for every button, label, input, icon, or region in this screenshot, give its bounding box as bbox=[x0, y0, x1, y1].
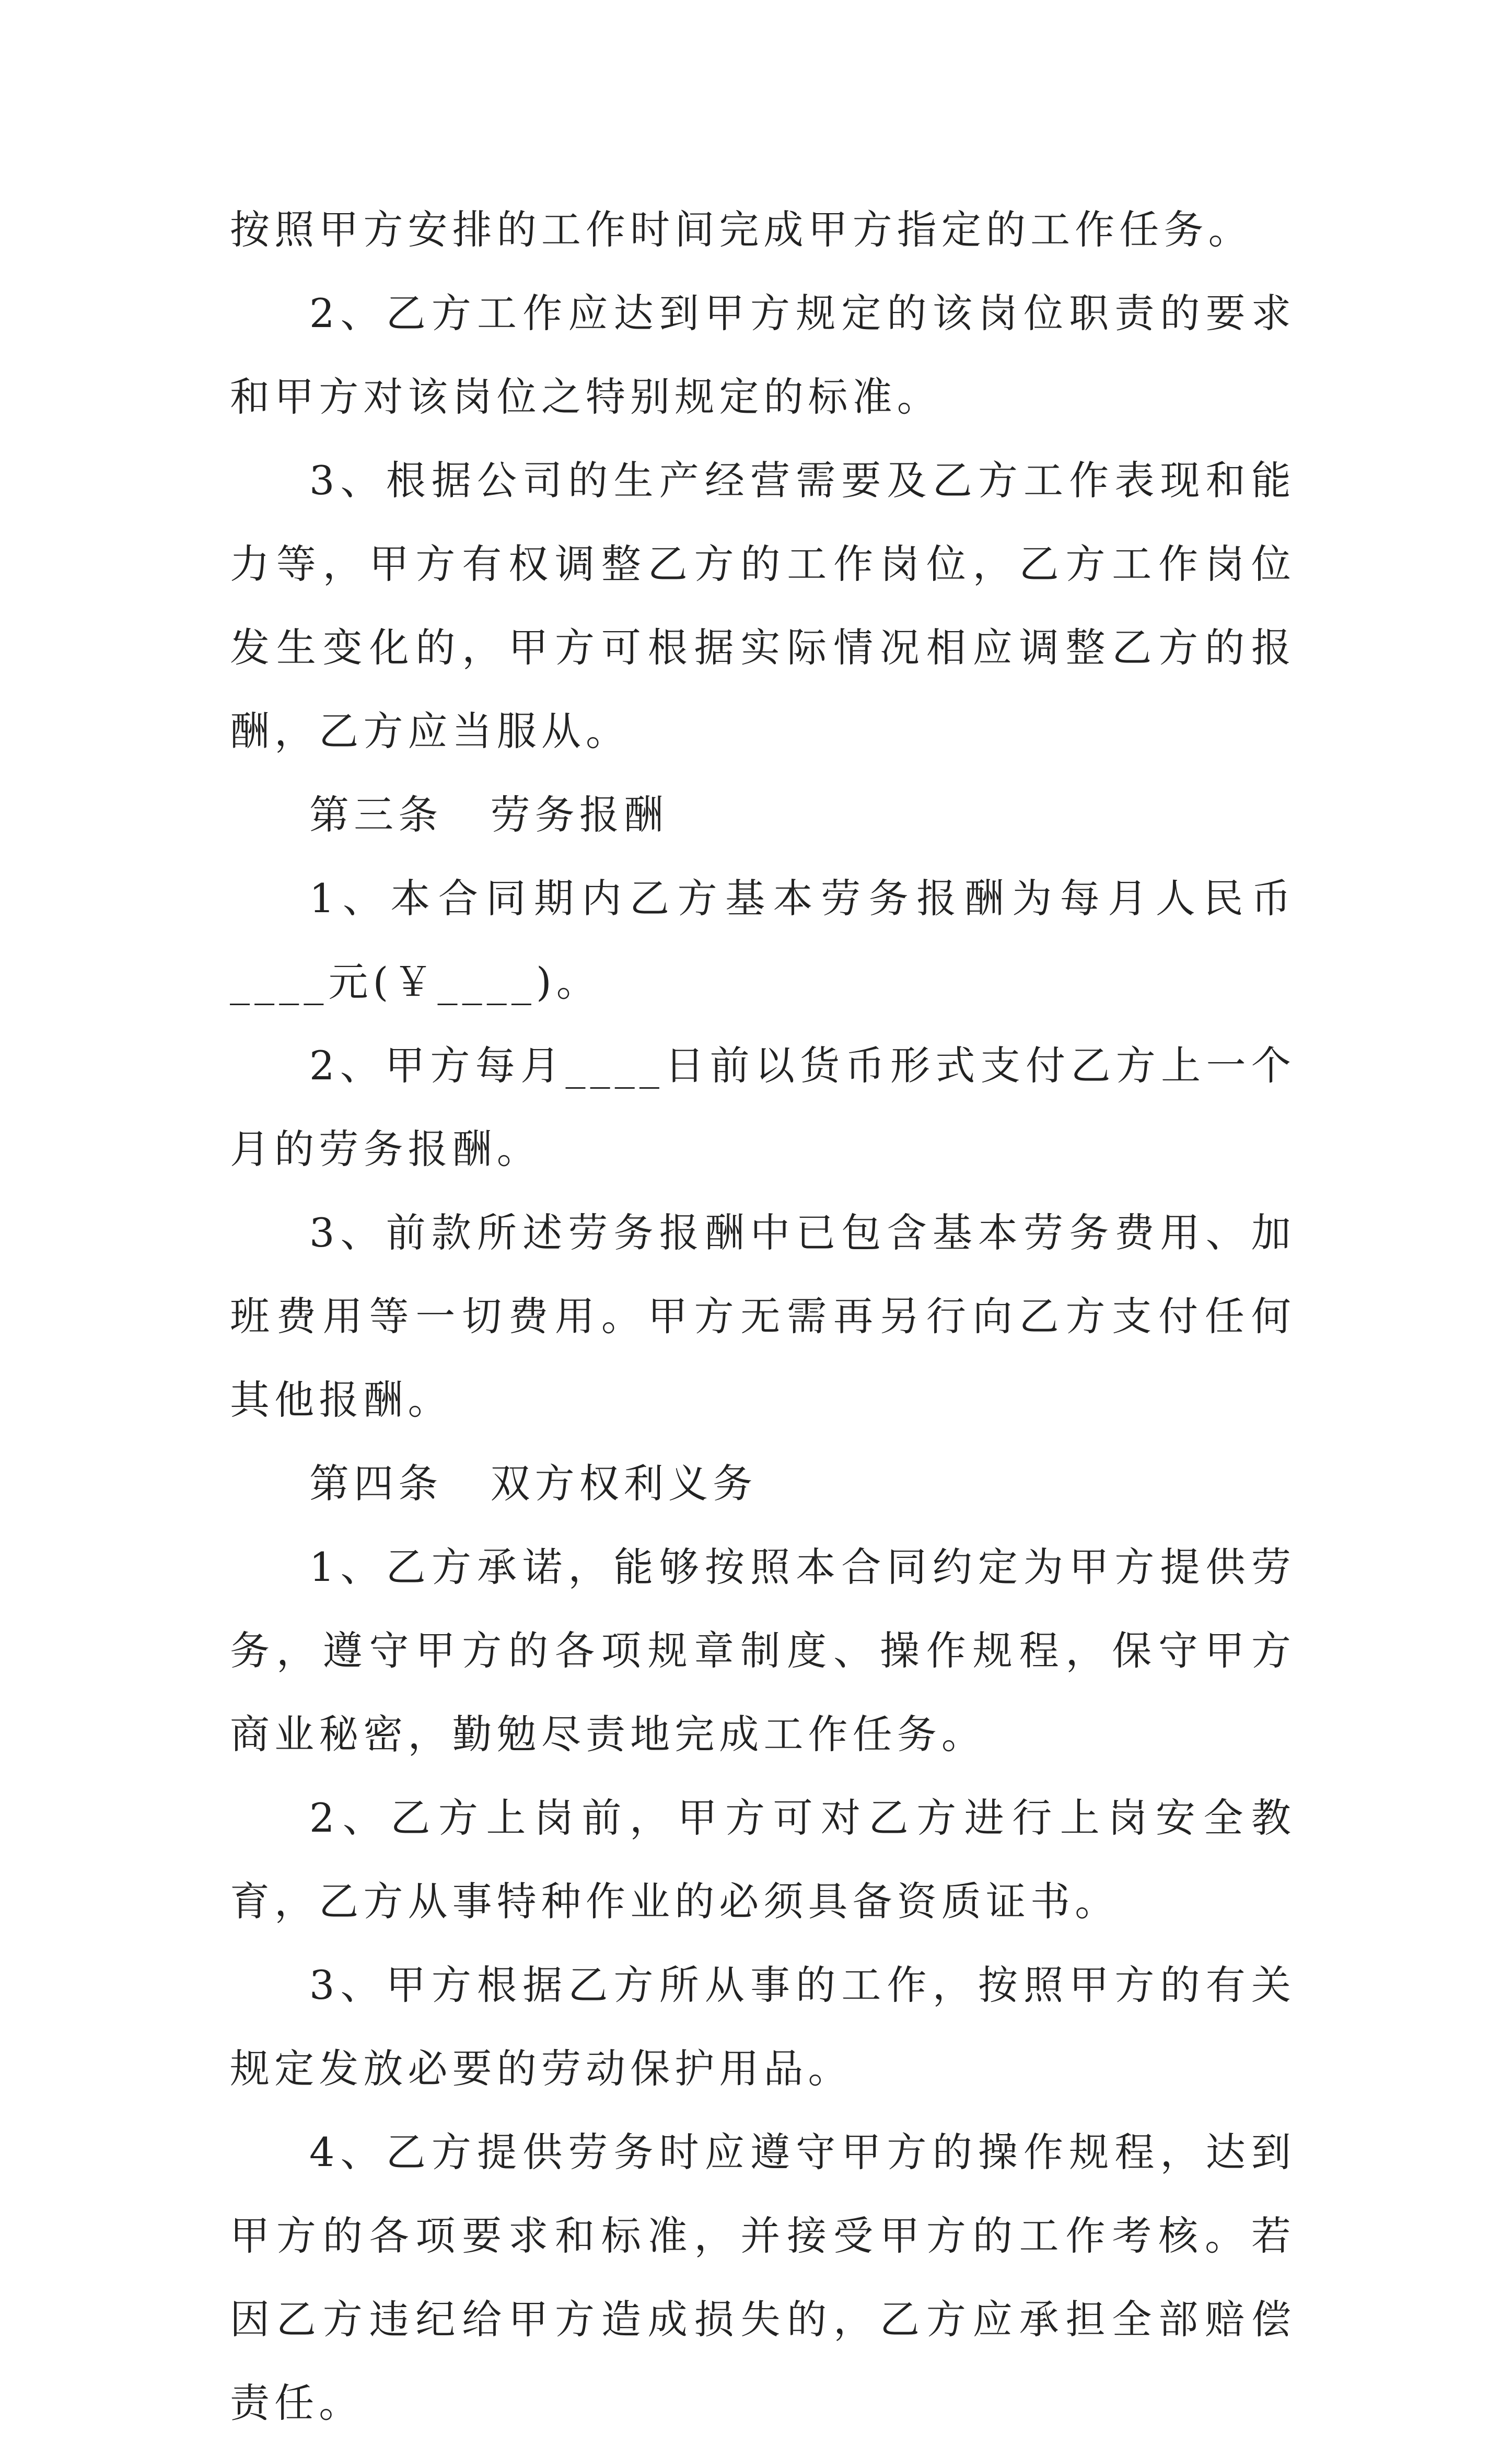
paragraph-article3-item1: 1、本合同期内乙方基本劳务报酬为每月人民币____元(￥____)。 bbox=[230, 875, 1296, 1005]
paragraph-continued: 按照甲方安排的工作时间完成甲方指定的工作任务。 bbox=[230, 206, 1253, 253]
contract-body bbox=[230, 188, 1296, 2445]
paragraph-article4-item1: 1、乙方承诺，能够按照本合同约定为甲方提供劳务，遵守甲方的各项规章制度、操作规程，保守甲方商业秘密，勤勉尽责地完成工作任务。 bbox=[230, 1544, 1296, 1757]
article4-title: 双方权利义务 bbox=[490, 1460, 758, 1507]
paragraph-article3-item2: 2、甲方每月____日前以货币形式支付乙方上一个月的劳务报酬。 bbox=[230, 1042, 1296, 1172]
paragraph-article4-item2: 2、乙方上岗前，甲方可对乙方进行上岗安全教育，乙方从事特种作业的必须具备资质证书。 bbox=[230, 1795, 1296, 1925]
paragraph-article2-item2: 2、乙方工作应达到甲方规定的该岗位职责的要求和甲方对该岗位之特别规定的标准。 bbox=[230, 290, 1296, 420]
paragraph-article4-item3: 3、甲方根据乙方所从事的工作，按照甲方的有关规定发放必要的劳动保护用品。 bbox=[230, 1962, 1296, 2092]
article4-number: 第四条 bbox=[309, 1460, 443, 1507]
paragraph-article3-item3: 3、前款所述劳务报酬中已包含基本劳务费用、加班费用等一切费用。甲方无需再另行向乙方支付任何其他报酬。 bbox=[230, 1209, 1296, 1423]
article3-number: 第三条 bbox=[309, 791, 443, 838]
article3-heading bbox=[230, 773, 1296, 857]
paragraph-article2-item3: 3、根据公司的生产经营需要及乙方工作表现和能力等，甲方有权调整乙方的工作岗位，乙方工作岗位发生变化的，甲方可根据实际情况相应调整乙方的报酬，乙方应当服从。 bbox=[230, 457, 1296, 754]
article3-title: 劳务报酬 bbox=[490, 791, 669, 838]
paragraph-article4-item4: 4、乙方提供劳务时应遵守甲方的操作规程，达到甲方的各项要求和标准，并接受甲方的工作考核。若因乙方违纪给甲方造成损失的，乙方应承担全部赔偿责任。 bbox=[230, 2129, 1296, 2426]
article4-heading bbox=[230, 1442, 1296, 1526]
